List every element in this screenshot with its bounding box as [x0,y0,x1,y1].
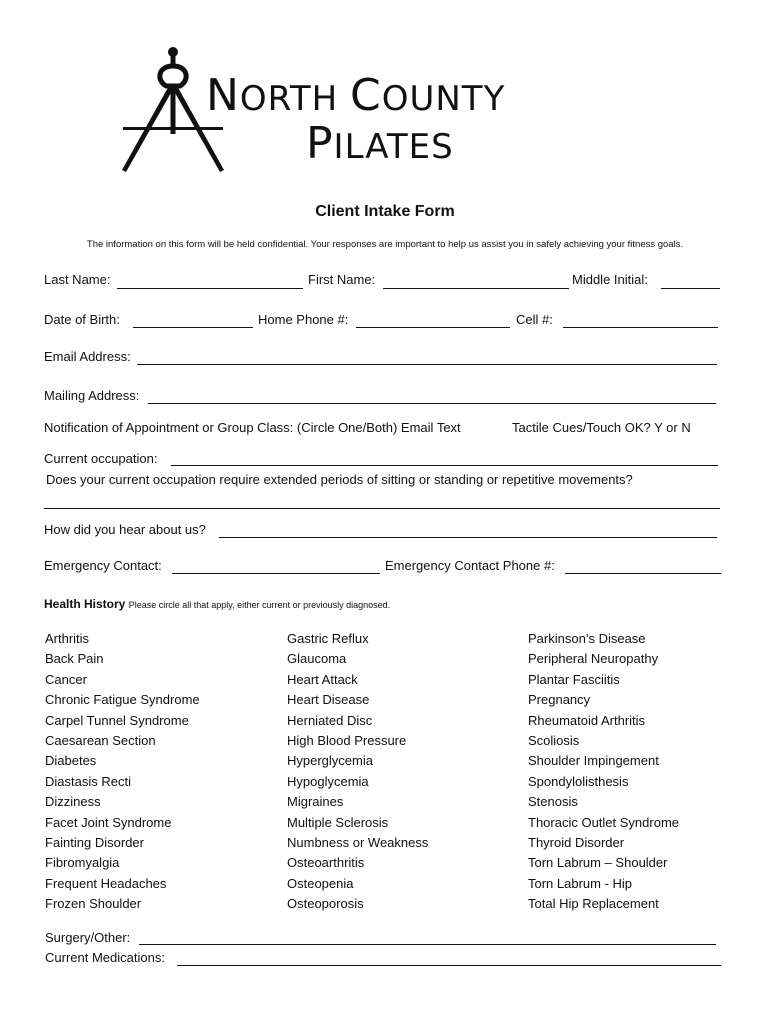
last-name-label: Last Name: [44,272,111,287]
confidentiality-note: The information on this form will be held confidential. Your responses are important to help us assist you in safely achieving your fitness goals. [86,239,684,250]
condition-item[interactable]: Caesarean Section [45,733,156,749]
notification-label: Notification of Appointment or Group Class: (Circle One/Both) Email Text [44,420,461,435]
condition-item[interactable]: Hyperglycemia [287,753,373,769]
dob-field[interactable] [133,327,253,328]
condition-item[interactable]: Dizziness [45,794,101,810]
condition-item[interactable]: Glaucoma [287,651,347,667]
condition-item[interactable]: Carpel Tunnel Syndrome [45,712,189,728]
condition-item[interactable]: Diabetes [45,753,97,769]
condition-item[interactable]: Total Hip Replacement [528,896,659,912]
condition-item[interactable]: Spondylolisthesis [528,773,629,789]
conditions-column-3 [528,629,679,915]
cell-label: Cell #: [516,312,553,327]
occupation-question: Does your current occupation require extended periods of sitting or standing or repetitive movements? [46,472,633,487]
condition-item[interactable]: Arthritis [45,631,90,646]
condition-item[interactable]: Herniated Disc [287,712,373,728]
dob-label: Date of Birth: [44,312,120,327]
occupation-field[interactable] [171,465,718,466]
condition-item[interactable]: Heart Disease [287,692,370,708]
emergency-phone-label: Emergency Contact Phone #: [385,558,555,573]
condition-item[interactable]: Torn Labrum – Shoulder [528,855,668,871]
condition-item[interactable]: Hypoglycemia [287,773,369,789]
cell-field[interactable] [563,327,718,328]
first-name-label: First Name: [308,272,376,287]
page-title: Client Intake Form [315,203,455,220]
logo-line1: NORTH COUNTY [206,70,506,121]
emergency-contact-label: Emergency Contact: [44,558,162,573]
condition-item[interactable]: Thyroid Disorder [528,835,625,851]
condition-item[interactable]: Pregnancy [528,692,591,708]
condition-item[interactable]: Fibromyalgia [45,855,120,871]
condition-item[interactable]: High Blood Pressure [287,733,407,749]
home-phone-field[interactable] [356,327,510,328]
conditions-column-2 [287,629,428,915]
logo-line2: PILATES [306,118,454,169]
condition-item[interactable]: Peripheral Neuropathy [528,651,659,667]
condition-item[interactable]: Osteoarthritis [287,855,365,871]
condition-item[interactable]: Osteoporosis [287,896,364,912]
condition-item[interactable]: Back Pain [45,651,104,667]
surgery-field[interactable] [139,944,716,945]
condition-item[interactable]: Thoracic Outlet Syndrome [528,814,680,830]
condition-item[interactable]: Heart Attack [287,671,358,687]
condition-item[interactable]: Shoulder Impingement [528,753,659,769]
condition-item[interactable]: Frequent Headaches [45,875,167,891]
condition-item[interactable]: Fainting Disorder [45,835,144,851]
last-name-field[interactable] [117,288,303,289]
condition-item[interactable]: Scoliosis [528,733,580,749]
condition-item[interactable]: Frozen Shoulder [45,896,142,912]
occupation-label: Current occupation: [44,451,158,466]
medications-field[interactable] [177,965,721,966]
home-phone-label: Home Phone #: [258,312,349,327]
surgery-label: Surgery/Other: [45,930,131,945]
hear-about-label: How did you hear about us? [44,522,206,537]
condition-item[interactable]: Rheumatoid Arthritis [528,712,646,728]
condition-item[interactable]: Chronic Fatigue Syndrome [45,692,200,708]
condition-item[interactable]: Facet Joint Syndrome [45,814,172,830]
condition-item[interactable]: Numbness or Weakness [287,835,429,851]
condition-item[interactable]: Parkinson’s Disease [528,631,646,646]
condition-item[interactable]: Gastric Reflux [287,631,369,646]
condition-item[interactable]: Migraines [287,794,344,810]
occupation-answer-field[interactable] [44,508,720,509]
condition-item[interactable]: Diastasis Recti [45,773,131,789]
emergency-contact-field[interactable] [172,573,380,574]
condition-item[interactable]: Cancer [45,671,87,687]
hear-about-field[interactable] [219,537,717,538]
mailing-label: Mailing Address: [44,388,140,403]
condition-item[interactable]: Plantar Fasciitis [528,671,620,687]
condition-item[interactable]: Stenosis [528,794,578,810]
condition-item[interactable]: Osteopenia [287,875,354,891]
conditions-column-1 [45,629,200,915]
tactile-cues-label: Tactile Cues/Touch OK? Y or N [512,420,691,435]
condition-item[interactable]: Multiple Sclerosis [287,814,389,830]
email-field[interactable] [137,364,717,365]
medications-label: Current Medications: [45,950,165,965]
health-history-heading: Health History Please circle all that apply, either current or previously diagnosed. [44,597,391,611]
middle-initial-label: Middle Initial: [572,272,648,287]
mailing-field[interactable] [148,403,716,404]
email-label: Email Address: [44,349,131,364]
health-history-instruction: Please circle all that apply, either current or previously diagnosed. [128,600,391,610]
condition-item[interactable]: Torn Labrum - Hip [528,875,633,891]
first-name-field[interactable] [383,288,569,289]
emergency-phone-field[interactable] [565,573,721,574]
middle-initial-field[interactable] [661,288,720,289]
